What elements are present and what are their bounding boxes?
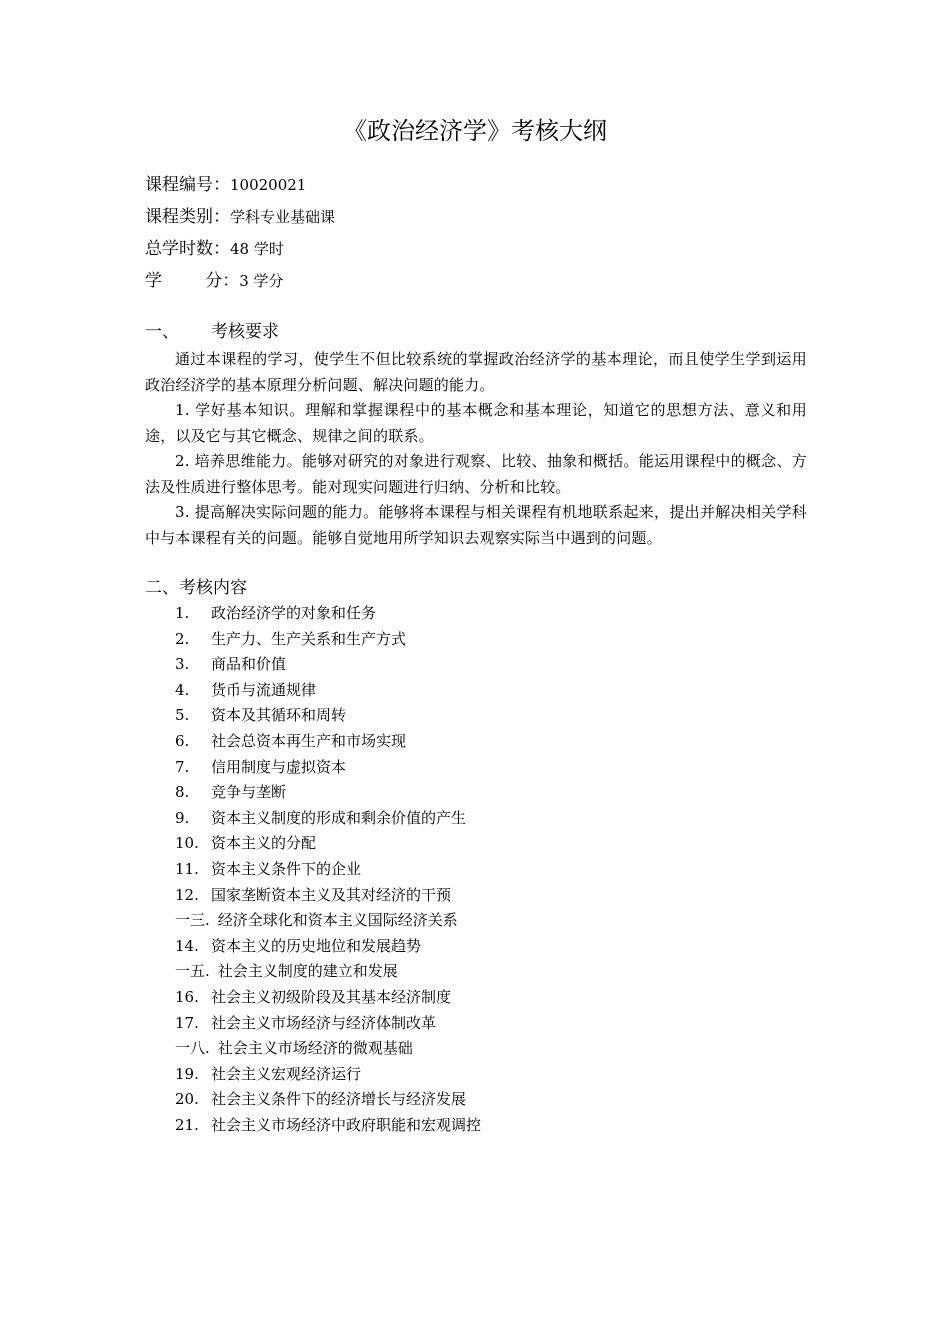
list-item xyxy=(175,857,795,883)
list-item-number: 14. xyxy=(175,936,199,955)
list-item-text: 社会主义市场经济的微观基础 xyxy=(217,1039,413,1058)
list-item xyxy=(175,959,795,985)
list-item-number: 5. xyxy=(175,706,190,725)
credits-row xyxy=(145,266,825,296)
list-item xyxy=(175,908,795,934)
list-item xyxy=(175,755,795,781)
list-item-text: 社会总资本再生产和市场实现 xyxy=(211,731,407,750)
list-item-text: 政治经济学的对象和任务 xyxy=(211,604,377,622)
list-item xyxy=(175,601,795,627)
document-title: 《政治经济学》考核大纲 xyxy=(343,117,607,145)
list-item-number: 16. xyxy=(175,987,199,1006)
list-item xyxy=(175,831,795,857)
course-number-label: 课程编号： xyxy=(145,175,230,195)
section-1-heading xyxy=(145,318,825,346)
list-item xyxy=(175,652,795,678)
credits-label: 学 分： xyxy=(145,271,240,291)
list-item-number: 12. xyxy=(175,885,199,904)
credits-value: 3 学分 xyxy=(239,272,284,290)
section-1-title: 考核要求 xyxy=(211,322,279,342)
list-item-number: 一八. xyxy=(175,1039,210,1058)
list-item xyxy=(175,1062,795,1088)
list-item-number: 1. xyxy=(175,604,190,622)
list-item xyxy=(175,780,795,806)
section-1-point-2: 2. 培养思维能力。能够对研究的对象进行观察、比较、抽象和概括。能运用课程中的概念、方法及性质进行整体思考。能对现实问题进行归纳、分析和比较。 xyxy=(145,452,807,496)
list-item-number: 4. xyxy=(175,680,190,699)
list-item xyxy=(175,1113,795,1139)
list-item-text: 社会主义市场经济中政府职能和宏观调控 xyxy=(211,1115,482,1134)
list-item xyxy=(175,729,795,755)
list-item-text: 资本主义的历史地位和发展趋势 xyxy=(211,936,422,955)
course-number-row xyxy=(145,170,825,200)
list-item-number: 一三. xyxy=(175,911,210,930)
section-1-number: 一、 xyxy=(145,322,179,342)
section-1-point-3: 3. 提高解决实际问题的能力。能够将本课程与相关课程有机地联系起来，提出并解决相关学科中与本课程有关的问题。能够自觉地用所学知识去观察实际当中遇到的问题。 xyxy=(145,503,807,547)
content-list xyxy=(175,601,795,1138)
list-item-number: 17. xyxy=(175,1013,199,1032)
list-item xyxy=(175,985,795,1011)
list-item-number: 7. xyxy=(175,757,190,776)
list-item xyxy=(175,1087,795,1113)
section-1-intro-paragraph: 通过本课程的学习，使学生不但比较系统的掌握政治经济学的基本理论，而且使学生学到运用政治经济学的基本原理分析问题、解决问题的能力。 xyxy=(145,350,807,394)
list-item-text: 资本主义的分配 xyxy=(211,834,317,853)
course-number-value: 10020021 xyxy=(230,176,307,194)
list-item-text: 竞争与垄断 xyxy=(211,783,287,802)
list-item-text: 社会主义制度的建立和发展 xyxy=(217,962,398,981)
course-category-label: 课程类别： xyxy=(145,207,230,227)
list-item xyxy=(175,1011,795,1037)
list-item xyxy=(175,806,795,832)
list-item-number: 10. xyxy=(175,834,199,853)
list-item-number: 2. xyxy=(175,629,190,648)
list-item-text: 经济全球化和资本主义国际经济关系 xyxy=(217,911,458,930)
list-item xyxy=(175,883,795,909)
total-hours-label: 总学时数： xyxy=(145,239,230,259)
list-item xyxy=(175,703,795,729)
list-item-text: 国家垄断资本主义及其对经济的干预 xyxy=(211,885,452,904)
section-1-point-1: 1. 学好基本知识。理解和掌握课程中的基本概念和基本理论，知道它的思想方法、意义和用途，以及它与其它概念、规律之间的联系。 xyxy=(145,401,807,445)
list-item-number: 20. xyxy=(175,1090,199,1109)
list-item-text: 资本主义制度的形成和剩余价值的产生 xyxy=(211,808,467,827)
list-item-text: 社会主义市场经济与经济体制改革 xyxy=(211,1013,437,1032)
list-item-text: 商品和价值 xyxy=(211,655,287,674)
list-item-text: 信用制度与虚拟资本 xyxy=(211,757,347,776)
list-item xyxy=(175,1036,795,1062)
course-category-row xyxy=(145,202,825,232)
list-item-number: 11. xyxy=(175,859,199,878)
list-item-text: 资本主义条件下的企业 xyxy=(211,859,362,878)
list-item xyxy=(175,678,795,704)
list-item-text: 资本及其循环和周转 xyxy=(211,706,347,725)
list-item-number: 8. xyxy=(175,783,190,802)
list-item-text: 生产力、生产关系和生产方式 xyxy=(211,629,407,648)
total-hours-value: 48 学时 xyxy=(230,240,284,258)
section-2-heading: 二、考核内容 xyxy=(145,578,247,598)
list-item-number: 9. xyxy=(175,808,190,827)
list-item-number: 3. xyxy=(175,655,190,674)
list-item-number: 6. xyxy=(175,731,190,750)
list-item-text: 社会主义宏观经济运行 xyxy=(211,1064,362,1083)
total-hours-row xyxy=(145,234,825,264)
list-item-number: 一五. xyxy=(175,962,210,981)
list-item xyxy=(175,934,795,960)
list-item xyxy=(175,627,795,653)
list-item-text: 社会主义初级阶段及其基本经济制度 xyxy=(211,987,452,1006)
list-item-text: 社会主义条件下的经济增长与经济发展 xyxy=(211,1090,467,1109)
list-item-text: 货币与流通规律 xyxy=(211,680,317,699)
course-category-value: 学科专业基础课 xyxy=(230,208,336,226)
list-item-number: 21. xyxy=(175,1115,199,1134)
list-item-number: 19. xyxy=(175,1064,199,1083)
